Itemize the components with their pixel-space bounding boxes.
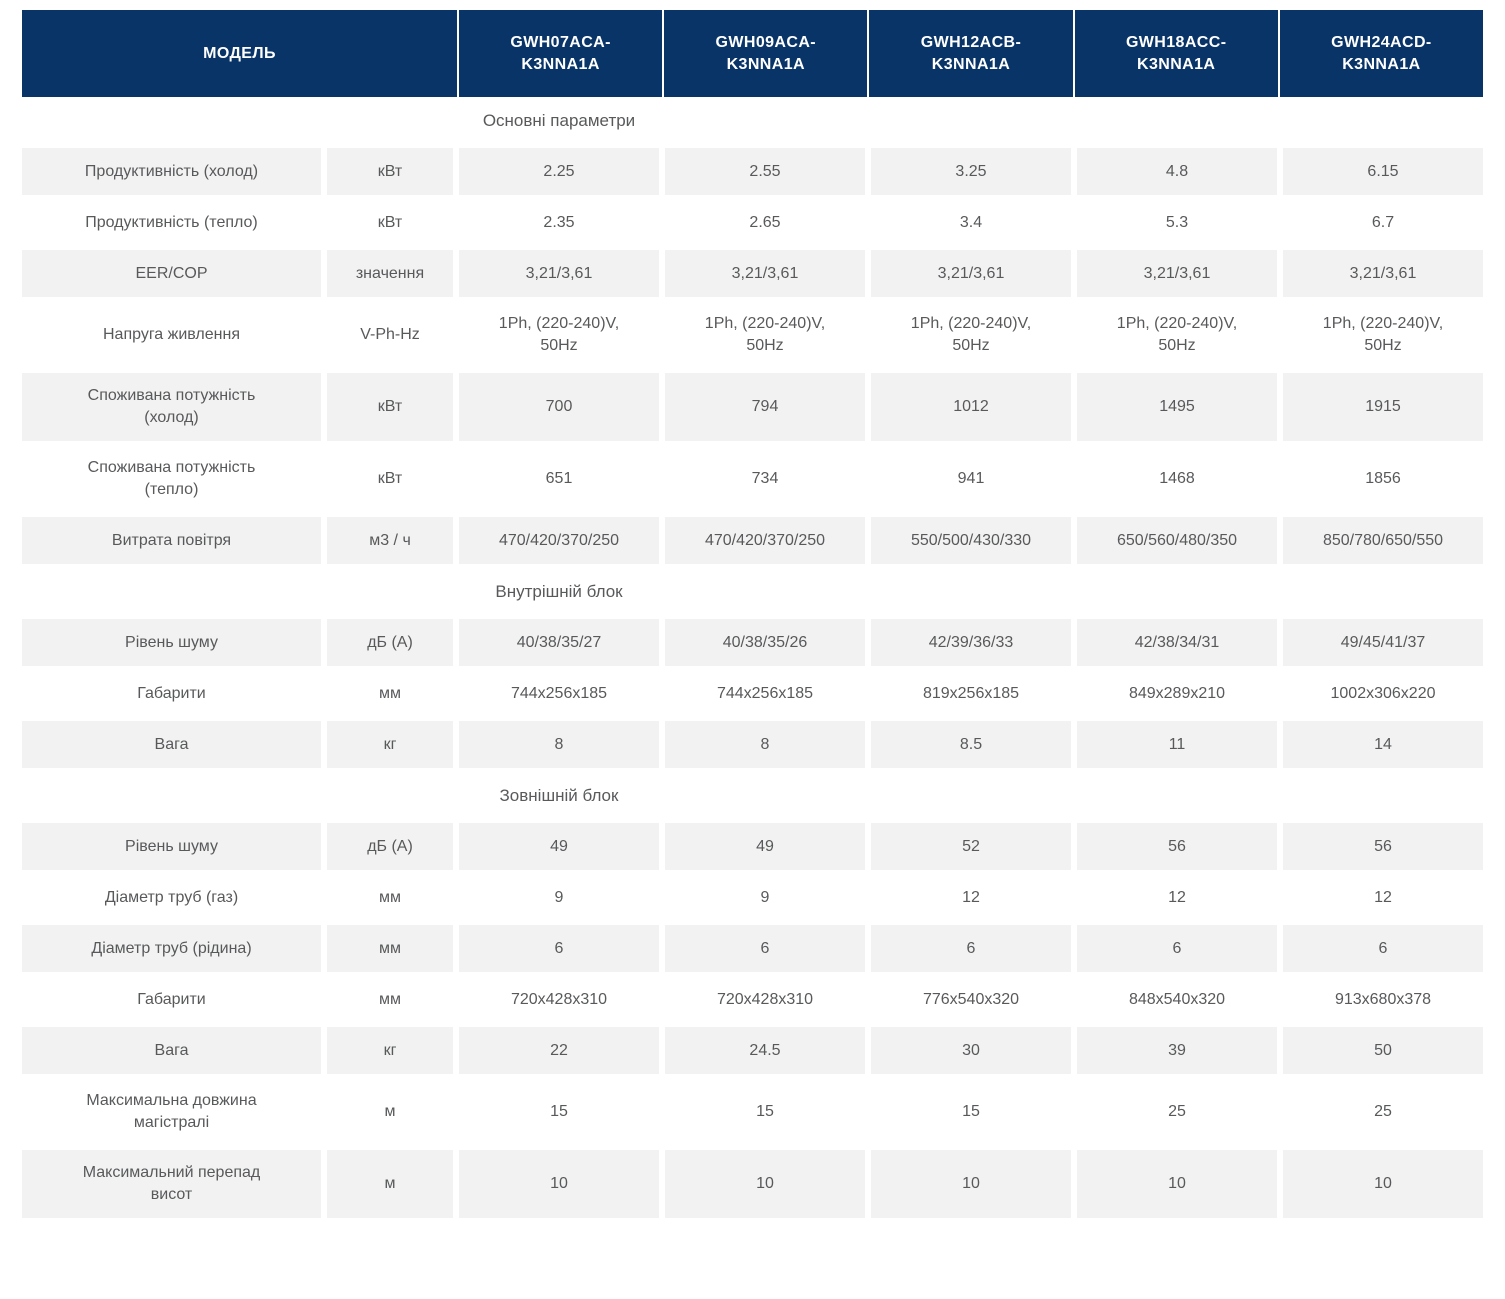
section-title: Основні параметри — [482, 110, 636, 130]
table-row — [22, 925, 1483, 972]
model-column-header — [869, 10, 1072, 97]
row-value: 913x680x378 — [1283, 976, 1483, 1023]
row-value: 49 — [459, 823, 659, 870]
row-value: 42/38/34/31 — [1077, 619, 1277, 666]
model-header-cell: МОДЕЛЬ — [22, 10, 457, 97]
row-value: 9 — [665, 874, 865, 921]
row-value: 1Ph, (220-240)V, 50Hz — [665, 301, 865, 369]
model-name: GWH12ACB-K3NNA1A — [920, 33, 1022, 73]
table-row — [22, 148, 1483, 195]
row-unit: кВт — [327, 148, 453, 195]
row-value: 1012 — [871, 373, 1071, 441]
row-label: Габарити — [22, 670, 321, 717]
row-value: 49/45/41/37 — [1283, 619, 1483, 666]
row-value: 30 — [871, 1027, 1071, 1074]
row-value: 15 — [459, 1078, 659, 1146]
row-value: 39 — [1077, 1027, 1277, 1074]
model-column-header — [459, 10, 662, 97]
row-value: 470/420/370/250 — [665, 517, 865, 564]
row-unit: кг — [327, 1027, 453, 1074]
section-title: Внутрішній блок — [495, 581, 623, 601]
section-title: Зовнішній блок — [499, 785, 619, 805]
row-value: 9 — [459, 874, 659, 921]
table-row — [22, 445, 1483, 513]
spec-table — [22, 10, 1483, 1218]
row-unit: кг — [327, 721, 453, 768]
row-label: Вага — [22, 1027, 321, 1074]
row-value: 720x428x310 — [459, 976, 659, 1023]
row-value: 10 — [871, 1150, 1071, 1218]
row-unit: м3 / ч — [327, 517, 453, 564]
row-value: 10 — [459, 1150, 659, 1218]
row-value: 6.7 — [1283, 199, 1483, 246]
row-label: Продуктивність (холод) — [22, 148, 321, 195]
row-label: Діаметр труб (газ) — [22, 874, 321, 921]
row-value: 10 — [665, 1150, 865, 1218]
model-name: GWH24ACD-K3NNA1A — [1331, 33, 1432, 73]
row-label: Рівень шуму — [22, 619, 321, 666]
row-unit: мм — [327, 670, 453, 717]
row-value: 941 — [871, 445, 1071, 513]
row-value: 1Ph, (220-240)V, 50Hz — [1077, 301, 1277, 369]
row-unit: мм — [327, 874, 453, 921]
row-value: 3.4 — [871, 199, 1071, 246]
row-value: 6 — [1077, 925, 1277, 972]
row-value: 3.25 — [871, 148, 1071, 195]
table-row — [22, 976, 1483, 1023]
row-unit: кВт — [327, 199, 453, 246]
row-label: Максимальний перепад висот — [22, 1150, 321, 1218]
row-value: 24.5 — [665, 1027, 865, 1074]
row-value: 25 — [1077, 1078, 1277, 1146]
row-unit: мм — [327, 976, 453, 1023]
table-row — [22, 721, 1483, 768]
row-value: 850/780/650/550 — [1283, 517, 1483, 564]
row-value: 819x256x185 — [871, 670, 1071, 717]
row-value: 5.3 — [1077, 199, 1277, 246]
row-value: 12 — [1077, 874, 1277, 921]
model-column-header — [1280, 10, 1483, 97]
row-value: 40/38/35/27 — [459, 619, 659, 666]
table-body — [22, 97, 1483, 1218]
row-value: 720x428x310 — [665, 976, 865, 1023]
row-value: 11 — [1077, 721, 1277, 768]
row-unit: V-Ph-Hz — [327, 301, 453, 369]
row-value: 22 — [459, 1027, 659, 1074]
row-value: 6.15 — [1283, 148, 1483, 195]
row-value: 550/500/430/330 — [871, 517, 1071, 564]
row-label: EER/COP — [22, 250, 321, 297]
row-value: 10 — [1283, 1150, 1483, 1218]
row-unit: кВт — [327, 445, 453, 513]
row-value: 776x540x320 — [871, 976, 1071, 1023]
table-row — [22, 874, 1483, 921]
table-row — [22, 1150, 1483, 1218]
row-value: 8 — [665, 721, 865, 768]
row-label: Продуктивність (тепло) — [22, 199, 321, 246]
model-name: GWH18ACC-K3NNA1A — [1125, 33, 1227, 73]
row-value: 56 — [1283, 823, 1483, 870]
table-row — [22, 373, 1483, 441]
section-title-row — [22, 97, 1483, 144]
row-unit: дБ (А) — [327, 619, 453, 666]
model-column-header — [1075, 10, 1278, 97]
table-row — [22, 619, 1483, 666]
table-row — [22, 199, 1483, 246]
row-label: Рівень шуму — [22, 823, 321, 870]
row-value: 470/420/370/250 — [459, 517, 659, 564]
row-value: 3,21/3,61 — [1077, 250, 1277, 297]
row-value: 42/39/36/33 — [871, 619, 1071, 666]
row-label: Вага — [22, 721, 321, 768]
row-value: 1Ph, (220-240)V, 50Hz — [459, 301, 659, 369]
model-name: GWH09ACA-K3NNA1A — [715, 33, 817, 73]
row-value: 4.8 — [1077, 148, 1277, 195]
section-title-row — [22, 568, 1483, 615]
row-value: 1002x306x220 — [1283, 670, 1483, 717]
row-value: 1856 — [1283, 445, 1483, 513]
row-value: 50 — [1283, 1027, 1483, 1074]
row-value: 1Ph, (220-240)V, 50Hz — [1283, 301, 1483, 369]
row-label: Напруга живлення — [22, 301, 321, 369]
row-value: 1Ph, (220-240)V, 50Hz — [871, 301, 1071, 369]
row-value: 744x256x185 — [459, 670, 659, 717]
row-value: 3,21/3,61 — [459, 250, 659, 297]
row-value: 6 — [665, 925, 865, 972]
row-value: 3,21/3,61 — [665, 250, 865, 297]
row-value: 14 — [1283, 721, 1483, 768]
row-label: Споживана потужність (тепло) — [22, 445, 321, 513]
table-row — [22, 823, 1483, 870]
table-row — [22, 301, 1483, 369]
row-value: 6 — [1283, 925, 1483, 972]
row-value: 3,21/3,61 — [871, 250, 1071, 297]
row-value: 25 — [1283, 1078, 1483, 1146]
row-label: Максимальна довжина магістралі — [22, 1078, 321, 1146]
row-value: 8.5 — [871, 721, 1071, 768]
row-value: 1495 — [1077, 373, 1277, 441]
row-value: 2.35 — [459, 199, 659, 246]
row-value: 15 — [871, 1078, 1071, 1146]
row-value: 40/38/35/26 — [665, 619, 865, 666]
row-label: Витрата повітря — [22, 517, 321, 564]
row-unit: дБ (А) — [327, 823, 453, 870]
row-value: 1915 — [1283, 373, 1483, 441]
row-label: Діаметр труб (рідина) — [22, 925, 321, 972]
row-value: 700 — [459, 373, 659, 441]
row-value: 2.65 — [665, 199, 865, 246]
row-label: Споживана потужність (холод) — [22, 373, 321, 441]
model-name: GWH07ACA-K3NNA1A — [510, 33, 611, 73]
table-row — [22, 517, 1483, 564]
row-value: 1468 — [1077, 445, 1277, 513]
row-unit: м — [327, 1078, 453, 1146]
table-row — [22, 1078, 1483, 1146]
row-value: 15 — [665, 1078, 865, 1146]
row-unit: м — [327, 1150, 453, 1218]
table-row — [22, 670, 1483, 717]
table-row — [22, 250, 1483, 297]
row-value: 52 — [871, 823, 1071, 870]
row-value: 10 — [1077, 1150, 1277, 1218]
row-value: 8 — [459, 721, 659, 768]
row-unit: кВт — [327, 373, 453, 441]
row-value: 6 — [871, 925, 1071, 972]
row-value: 6 — [459, 925, 659, 972]
row-value: 2.55 — [665, 148, 865, 195]
row-value: 794 — [665, 373, 865, 441]
row-value: 56 — [1077, 823, 1277, 870]
row-value: 3,21/3,61 — [1283, 250, 1483, 297]
row-value: 651 — [459, 445, 659, 513]
row-value: 849x289x210 — [1077, 670, 1277, 717]
table-header-row — [22, 10, 1483, 97]
row-unit: мм — [327, 925, 453, 972]
row-value: 2.25 — [459, 148, 659, 195]
row-value: 734 — [665, 445, 865, 513]
row-value: 49 — [665, 823, 865, 870]
row-value: 650/560/480/350 — [1077, 517, 1277, 564]
row-unit: значення — [327, 250, 453, 297]
row-value: 12 — [871, 874, 1071, 921]
row-value: 12 — [1283, 874, 1483, 921]
table-row — [22, 1027, 1483, 1074]
row-label: Габарити — [22, 976, 321, 1023]
model-column-header — [664, 10, 867, 97]
row-value: 744x256x185 — [665, 670, 865, 717]
section-title-row — [22, 772, 1483, 819]
row-value: 848x540x320 — [1077, 976, 1277, 1023]
